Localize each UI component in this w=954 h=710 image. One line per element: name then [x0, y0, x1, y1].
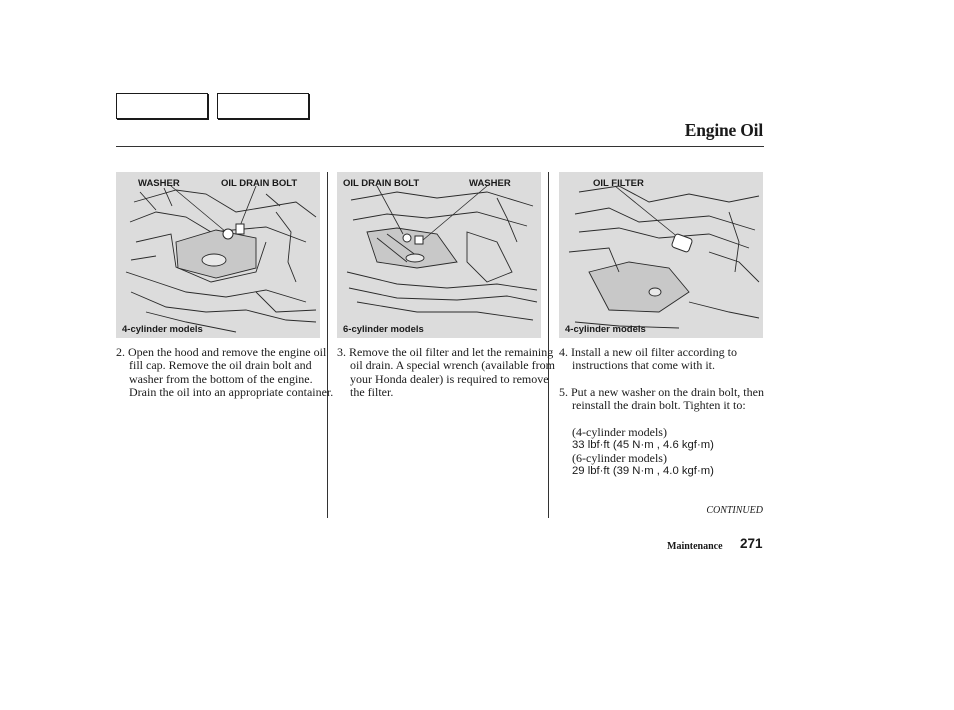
- washer-callout: WASHER: [469, 178, 511, 189]
- figure-drain-bolt-4cyl: [116, 172, 320, 338]
- figure-caption: 4-cylinder models: [565, 324, 646, 335]
- figure-drain-bolt-6cyl: [337, 172, 541, 338]
- oil-drain-bolt-callout: OIL DRAIN BOLT: [221, 178, 298, 189]
- torque-spec-value: 29 lbf·ft (39 N·m , 4.0 kgf·m): [572, 465, 714, 477]
- torque-spec-model: (4-cylinder models): [572, 425, 667, 439]
- oil-filter-callout: OIL FILTER: [593, 178, 644, 189]
- page-title: Engine Oil: [684, 120, 763, 140]
- figure-caption: 4-cylinder models: [122, 324, 203, 335]
- figure-caption: 6-cylinder models: [343, 324, 424, 335]
- title-divider: [116, 146, 764, 147]
- oil-drain-bolt-callout: OIL DRAIN BOLT: [343, 178, 420, 189]
- torque-spec-model: (6-cylinder models): [572, 451, 667, 465]
- page-number: 271: [740, 536, 763, 551]
- next-page-button[interactable]: [217, 93, 309, 119]
- torque-spec-value: 33 lbf·ft (45 N·m , 4.6 kgf·m): [572, 439, 714, 451]
- engine-underside-illustration: [559, 172, 763, 338]
- figure-oil-filter-4cyl: [559, 172, 763, 338]
- step-2: 2. Open the hood and remove the engine oil fill cap. Remove the oil drain bolt and washer from the bottom of the engine. Drain the oil into an appropriate container.: [116, 345, 334, 399]
- step-3: 3. Remove the oil filter and let the remaining oil drain. A special wrench (available from your Honda dealer) is required to remove the filter.: [337, 345, 555, 399]
- step-5: 5. Put a new washer on the drain bolt, then reinstall the drain bolt. Tighten it to:: [559, 385, 764, 413]
- continued-note: CONTINUED: [706, 505, 763, 516]
- previous-page-button[interactable]: [116, 93, 208, 119]
- section-name: Maintenance: [667, 541, 723, 552]
- step-4: 4. Install a new oil filter according to instructions that come with it.: [559, 345, 737, 373]
- column-divider: [327, 172, 328, 518]
- engine-underside-illustration: [337, 172, 541, 338]
- engine-underside-illustration: [116, 172, 320, 338]
- washer-callout: WASHER: [138, 178, 180, 189]
